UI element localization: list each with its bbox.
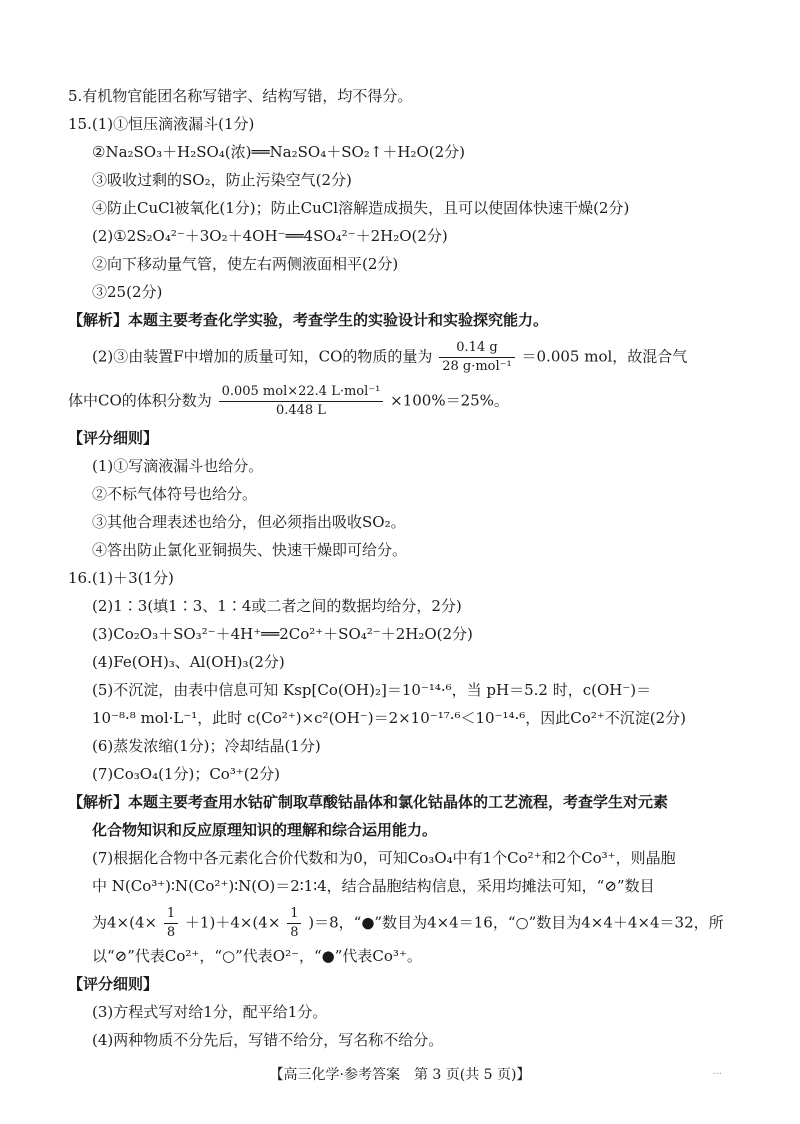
q16-3: (3)Co₂O₃＋SO₃²⁻＋4H⁺══2Co²⁺＋SO₄²⁻＋2H₂O(2分): [92, 625, 473, 643]
note-5: 5.有机物官能团名称写错字、结构写错，均不得分。: [68, 87, 413, 105]
q15-1-2: ②Na₂SO₃＋H₂SO₄(浓)══Na₂SO₄＋SO₂↑＋H₂O(2分): [92, 143, 466, 161]
calc2-denominator: 0.448 L: [275, 403, 326, 418]
calc3-numerator-2: 1: [287, 906, 301, 924]
calc1-prefix: (2)③由装置F中增加的质量可知，CO的物质的量为: [92, 347, 433, 366]
calc3-part1: 为4×(4×: [92, 913, 158, 932]
q16-5b: 10⁻⁸·⁸ mol·L⁻¹，此时 c(Co²⁺)×c²(OH⁻)＝2×10⁻¹⁷·⁶＜10⁻¹⁴·⁶，因此Co²⁺不沉淀(2分): [92, 709, 686, 727]
q16-4: (4)Fe(OH)₃、Al(OH)₃(2分): [92, 653, 285, 671]
corner-mark: ...: [712, 1066, 722, 1077]
q15-calc-2: [68, 384, 509, 419]
q15-1-3: ③吸收过剩的SO₂，防止污染空气(2分): [92, 171, 352, 189]
calc1-numerator: 0.14 g: [439, 340, 515, 358]
q16-5a: (5)不沉淀，由表中信息可知 Ksp[Co(OH)₂]＝10⁻¹⁴·⁶，当 pH＝5.2 时，c(OH⁻)＝: [92, 681, 652, 699]
q15-rubric-3: ③其他合理表述也给分，但必须指出吸收SO₂。: [92, 513, 406, 531]
calc3-part2: ＋1)＋4×(4×: [184, 913, 281, 932]
q15-1-4: ④防止CuCl被氧化(1分)；防止CuCl溶解造成损失，且可以使固体快速干燥(2分): [92, 199, 630, 217]
q15-2-3: ③25(2分): [92, 283, 163, 301]
q16-rubric-4: (4)两种物质不分先后，写错不给分，写名称不给分。: [92, 1031, 444, 1049]
q16-analysis-7d: 以“⊘”代表Co²⁺，“○”代表O²⁻，“●”代表Co³⁺。: [92, 947, 422, 965]
calc3-denominator-2: 8: [290, 925, 299, 940]
q16-rubric-3: (3)方程式写对给1分，配平给1分。: [92, 1003, 328, 1021]
q16-analysis-7c: [92, 906, 724, 941]
q15-rubric-4: ④答出防止氯化亚铜损失、快速干燥即可给分。: [92, 541, 408, 559]
q15-2-2: ②向下移动量气管，使左右两侧液面相平(2分): [92, 255, 399, 273]
q15-rubric-heading: 【评分细则】: [68, 429, 159, 447]
q15-2-1: (2)①2S₂O₄²⁻＋3O₂＋4OH⁻══4SO₄²⁻＋2H₂O(2分): [92, 227, 448, 245]
q15-calc-1: [92, 340, 687, 375]
q16-6: (6)蒸发浓缩(1分)；冷却结晶(1分): [92, 737, 321, 755]
calc2-fraction: [219, 384, 384, 419]
calc1-denominator: 28 g·mol⁻¹: [442, 359, 512, 374]
calc2-prefix: 体中CO的体积分数为: [68, 391, 212, 410]
q15-rubric-1: (1)①写滴液漏斗也给分。: [92, 457, 264, 475]
calc3-fraction-1: [164, 906, 178, 941]
q16-analysis-cont: 化合物知识和反应原理知识的理解和综合运用能力。: [92, 821, 438, 839]
q16-rubric-heading: 【评分细则】: [68, 975, 159, 993]
q16-1: 16.(1)＋3(1分): [68, 569, 174, 587]
calc3-denominator-1: 8: [166, 925, 176, 940]
q16-analysis-7a: (7)根据化合物中各元素化合价代数和为0，可知Co₃O₄中有1个Co²⁺和2个Co³⁺，则晶胞: [92, 849, 676, 867]
calc2-suffix: ×100%＝25%。: [390, 391, 509, 410]
q15-rubric-2: ②不标气体符号也给分。: [92, 485, 258, 503]
q16-analysis-heading: 【解析】本题主要考查用水钴矿制取草酸钴晶体和氯化钴晶体的工艺流程，考查学生对元素: [68, 793, 669, 811]
q16-2: (2)1∶3(填1∶3、1∶4或二者之间的数据均给分，2分): [92, 597, 462, 615]
calc2-numerator: 0.005 mol×22.4 L·mol⁻¹: [219, 384, 384, 402]
page-footer: 【高三化学·参考答案 第 3 页(共 5 页)】: [269, 1067, 531, 1083]
q15-analysis-heading: 【解析】本题主要考查化学实验，考查学生的实验设计和实验探究能力。: [68, 311, 549, 329]
calc1-fraction: [439, 340, 515, 375]
calc1-suffix: ＝0.005 mol，故混合气: [521, 347, 688, 366]
calc3-fraction-2: [287, 906, 301, 941]
q16-7: (7)Co₃O₄(1分)；Co³⁺(2分): [92, 765, 281, 783]
calc3-numerator-1: 1: [164, 906, 178, 924]
q15-1-1: 15.(1)①恒压滴液漏斗(1分): [68, 115, 255, 133]
q16-analysis-7b: 中 N(Co³⁺)∶N(Co²⁺)∶N(O)＝2∶1∶4，结合晶胞结构信息，采用均摊法可知，“⊘”数目: [92, 877, 655, 895]
calc3-part3: )＝8，“●”数目为4×4＝16，“○”数目为4×4＋4×4＝32，所: [308, 913, 724, 932]
